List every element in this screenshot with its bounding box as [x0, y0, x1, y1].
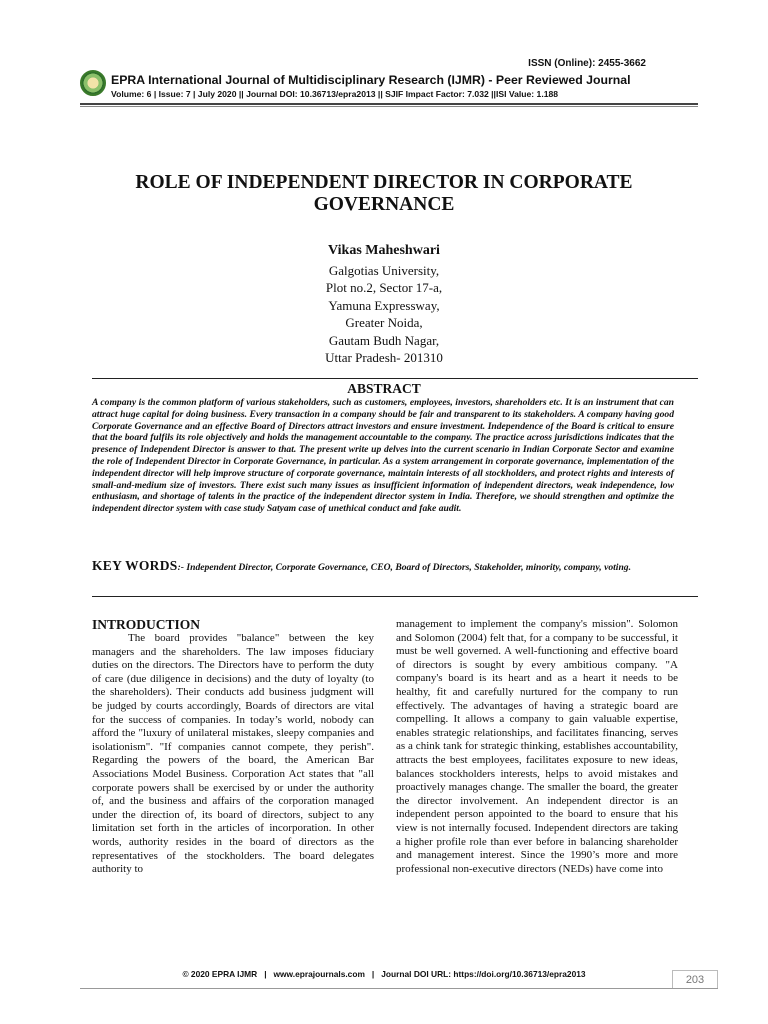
affiliation-line: Uttar Pradesh- 201310 [325, 350, 443, 366]
affiliation-line: Gautam Budh Nagar, [328, 332, 440, 348]
header-divider [80, 103, 698, 105]
author-affiliation [0, 262, 768, 366]
author-name: Vikas Maheshwari [328, 243, 440, 258]
abstract-text: A company is the common platform of various stakeholders, such as customers, employees, investors, shareholders etc. It is an instrument that can attract huge capital for doing business. Every transaction in a company should be fair and transparent to its stakeholders. A company having good Corporate Governance and an effective Board of Directors attract investors and ensure investment. Independence of the Board is critical to ensure that the board fulfils its role objectively and holds the management accountable to the company. The practice across jurisdictions indicates that the presence of Independent Director is answer to that. The present write up delves into the current scenario in Indian Corporate Sector and examine the role of Independent Director in Corporate Governance, in particular. As a system arrangement in corporate governance, implementation of the independent director will help improve structure of corporate governance, maintain interests of all stockholders, and protect rights and interests of small-and-medium size of investors. There exist such many issues as insufficient information of independent directors, weak independence, low enthusiasm, and shortage of talents in the practice of the independent director system in India. Therefore, we should strengthen and optimize the independent director system with case study Satyam case of unethical conduct and fake audit. [92, 397, 674, 515]
journal-name [111, 73, 631, 87]
footer-website-link[interactable]: www.eprajournals.com [273, 969, 365, 979]
issn-label: ISSN (Online): 2455-3662 [528, 58, 646, 69]
footer-rule [80, 988, 718, 989]
abstract-bottom-rule [92, 596, 698, 597]
affiliation-line: Galgotias University, [328, 263, 440, 278]
keywords-list: :- Independent Director, Corporate Governance, CEO, Board of Directors, Stakeholder, minority, company, voting. [177, 562, 631, 573]
left-column-paragraph: The board provides "balance" between the key managers and the shareholders. The law imposes fiduciary duties on the directors. The Directors have to perform the duty of care (due diligence in decisions) and the duty of loyalty (to the shareholders). Their conducts add business judgment will be judged by courts accordingly, Boards of directors are vital for the success of companies. In today’s world, nobody can afford the "luxury of unilateral mistakes, sleepy companies and isolationism". "If companies cannot compete, they perish". Regarding the powers of the board, the American Bar Associations Model Business. Corporation Act states that "all corporate powers shall be exercised by or under the authority of, and the business and affairs of the corporation managed under the direction of, its board of directors, subject to any limitation set forth in the articles of incorporation. In other words, authority resides in the board of directors as the representatives of the stockholders. The board delegates authority to [92, 632, 374, 876]
footer-doi-link[interactable]: Journal DOI URL: https://doi.org/10.36713/epra2013 [381, 969, 586, 979]
keywords-label: KEY WORDS [92, 558, 178, 573]
footer-copyright: © 2020 EPRA IJMR [182, 969, 258, 979]
header-divider-thin [80, 106, 698, 107]
footer: © 2020 EPRA IJMR | www.eprajournals.com | Journal DOI URL: https://doi.org/10.36713/epra2013 [182, 969, 586, 979]
body-left-column [92, 632, 374, 877]
affiliation-line: Greater Noida, [345, 315, 423, 331]
page-number: 203 [672, 970, 718, 988]
keywords [92, 560, 674, 574]
introduction-heading: INTRODUCTION [92, 617, 201, 632]
affiliation-line: Plot no.2, Sector 17-a, [325, 280, 443, 296]
right-column-paragraph: management to implement the company's mission". Solomon and Solomon (2004) felt that, for a company to be successful, it must be well governed. A well-functioning and effective board of directors is sought by every ambitious company. "A company's board is its heart and as a heart it needs to be healthy, fit and carefully nurtured for the company to run effectively. The advantages of having a strategic board are compelling. It allows a company to gain valuable expertise, enables strategic relationships, and facilitates financing, serves as a chink tank for strategic thinking, establishes accountability, attracts the best employees, facilitates exposure to new ideas, balances stockholders interests, helps to avoid mistakes and proactively manages change. The smaller the board, the greater the director involvement. An independent director is an independent person appointed to the board to ensure that his view is not internally focused. Independent directors are taking a higher profile role than ever before in balancing shareholder and management interest. Since the 1990’s more and more professional non-executive directors (NEDs) have come into [396, 618, 678, 875]
body-right-column [396, 618, 678, 876]
journal-logo-icon [80, 70, 106, 96]
affiliation-line: Yamuna Expressway, [328, 297, 440, 313]
abstract-heading: ABSTRACT [347, 381, 421, 396]
journal-title: EPRA International Journal of Multidisciplinary Research (IJMR) [111, 73, 485, 87]
peer-reviewed-label: - Peer Reviewed Journal [484, 73, 631, 87]
journal-meta: Volume: 6 | Issue: 7 | July 2020 || Journal DOI: 10.36713/epra2013 || SJIF Impact Factor: 7.032 ||ISI Value: 1.188 [111, 89, 559, 99]
article-title: ROLE OF INDEPENDENT DIRECTOR IN CORPORATE GOVERNANCE [135, 172, 633, 215]
abstract-top-rule [92, 378, 698, 379]
